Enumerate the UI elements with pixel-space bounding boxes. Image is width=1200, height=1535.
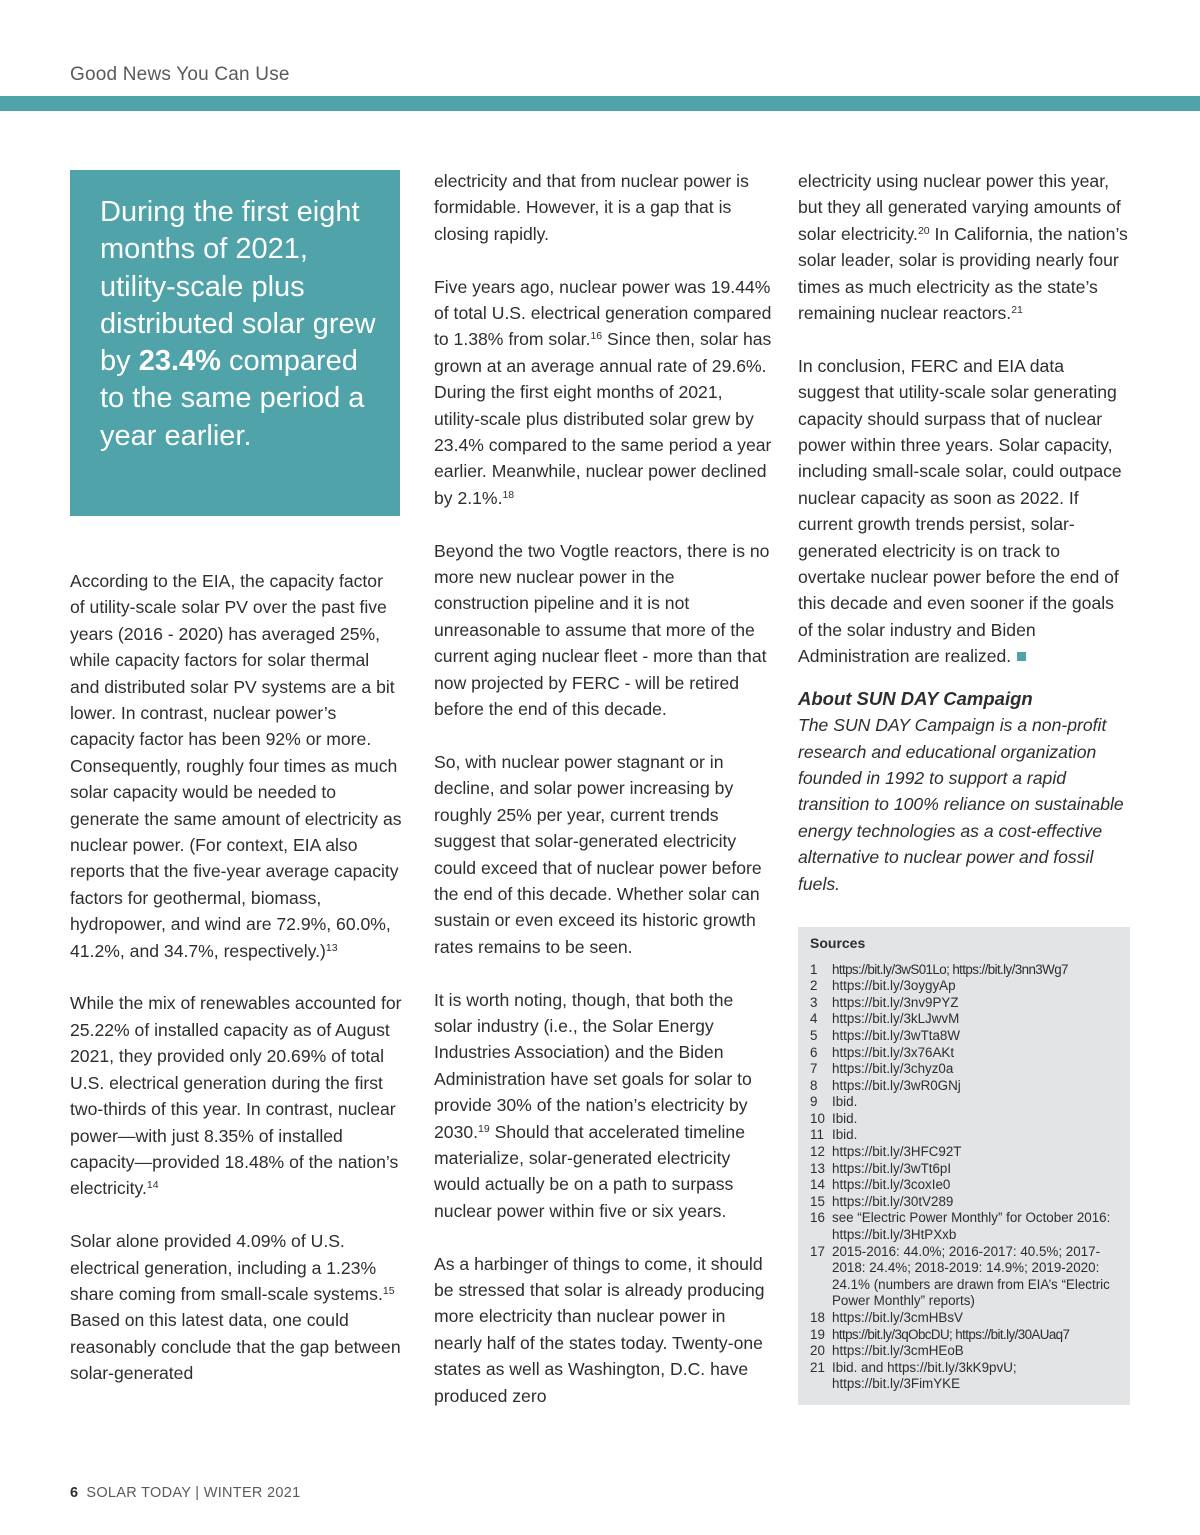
paragraph: Beyond the two Vogtle reactors, there is no more new nuclear power in the construction pipeline and it is not unreasonable to assume that more of the current aging nuclear fleet - more than that now projected by FERC - will be retired before the end of this decade.: [434, 540, 770, 720]
source-number: 18: [810, 1310, 825, 1326]
source-number: 4: [810, 1011, 818, 1027]
source-item: [810, 1111, 1118, 1128]
paragraph: While the mix of renewables accounted for 25.22% of installed capacity as of August 2021, they provided only 20.69% of total U.S. electrical generation during the first two-thirds of this year. In contrast, nuclear power—with just 8.35% of installed capacity—provided 18.48% of the nation’s electricity.$^{14}$: [70, 993, 402, 1199]
source-text: https://bit.ly/3HFC92T: [832, 1144, 962, 1160]
source-number: 16: [810, 1210, 825, 1226]
paragraph: In conclusion, FERC and EIA data suggest that utility-scale solar generating capacity should surpass that of nuclear power within three years. Solar capacity, including small-scale solar, could outpace nuclear capacity as soon as 2022. If current growth trends persist, solar-generated electricity is on track to overtake nuclear power before the end of this decade and even sooner if the goals of the solar industry and Biden Administration are realized.: [798, 355, 1122, 667]
source-number: 14: [810, 1177, 825, 1193]
source-number: 20: [810, 1343, 825, 1359]
source-item: [810, 1310, 1118, 1327]
pull-quote-text-before: During the first eight months of 2021, utility-scale plus distributed solar grew by: [100, 196, 376, 378]
footer-separator: |: [195, 1485, 200, 1501]
footnote-ref: 14: [146, 1179, 159, 1192]
footnote-ref: 13: [325, 941, 338, 954]
source-number: 8: [810, 1077, 818, 1093]
source-number: 3: [810, 994, 818, 1010]
footnote-ref: 21: [1011, 304, 1023, 317]
column-2: [434, 168, 772, 1435]
source-number: 12: [810, 1144, 825, 1160]
section-label: Good News You Can Use: [70, 64, 290, 85]
pull-quote-highlight: 23.4%: [138, 345, 221, 378]
end-mark-icon: [1017, 652, 1026, 661]
source-item: [810, 1127, 1118, 1144]
source-text: https://bit.ly/3kLJwvM: [832, 1011, 960, 1027]
source-item: [810, 1177, 1118, 1194]
source-text: Ibid.: [832, 1094, 858, 1110]
source-item: [810, 1210, 1118, 1243]
sources-list: [810, 962, 1118, 1393]
source-number: 17: [810, 1243, 825, 1259]
about-body: The SUN DAY Campaign is a non-profit research and educational organization founded in 1992 to support a rapid transition to 100% reliance on sustainable energy technologies as a cost-effective alternative to nuclear power and fossil fuels.: [798, 715, 1124, 894]
paragraph: As a harbinger of things to come, it should be stressed that solar is already producing more electricity than nuclear power in nearly half of the states today. Twenty-one states as well as Washington, D.C. have produced zero: [434, 1253, 765, 1406]
paragraph: electricity using nuclear power this year, but they all generated varying amounts of solar electricity.$^{20}$ In California, the nation’s solar leader, solar is providing nearly four times as much electricity as the state’s remaining nuclear reactors.$^{21}$: [798, 171, 1128, 324]
source-item: [810, 978, 1118, 995]
source-text: https://bit.ly/3qObcDU; https://bit.ly/30AUaq7: [832, 1326, 1070, 1342]
paragraph: Five years ago, nuclear power was 19.44% of total U.S. electrical generation compared to 1.38% from solar.$^{16}$ Since then, solar has grown at an average annual rate of 29.6%. During the first eight months of 2021, utility-scale plus distributed solar grew by 23.4% compared to the same period a year earlier. Meanwhile, nuclear power declined by 2.1%.$^{18}$: [434, 276, 772, 508]
source-number: 2: [810, 978, 818, 994]
sources-title: Sources: [810, 934, 866, 951]
source-text: https://bit.ly/3oygyAp: [832, 978, 956, 994]
paragraph: Solar alone provided 4.09% of U.S. electrical generation, including a 1.23% share coming from small-scale systems.$^{15}$ Based on this latest data, one could reasonably conclude that the gap between solar-generated: [70, 1231, 401, 1384]
source-number: 5: [810, 1027, 818, 1043]
footnote-ref: 19: [478, 1122, 490, 1135]
about-title: About SUN DAY Campaign: [798, 687, 1033, 709]
issue-label: WINTER 2021: [203, 1485, 301, 1501]
sources-box: [798, 927, 1130, 1405]
source-text: https://bit.ly/3wTta8W: [832, 1027, 960, 1043]
source-number: 19: [810, 1326, 825, 1342]
page-number: 6: [70, 1485, 79, 1501]
source-item: [810, 1194, 1118, 1211]
source-text: see “Electric Power Monthly” for October 2016: https://bit.ly/3HtPXxb: [832, 1210, 1111, 1243]
source-item: [810, 995, 1118, 1012]
source-text: https://bit.ly/3nv9PYZ: [832, 994, 959, 1010]
footnote-ref: 15: [382, 1284, 395, 1297]
source-number: 13: [810, 1160, 825, 1176]
source-text: https://bit.ly/3chyz0a: [832, 1061, 954, 1077]
source-number: 9: [810, 1094, 818, 1110]
source-item: [810, 1360, 1118, 1393]
paragraph: It is worth noting, though, that both the solar industry (i.e., the Solar Energy Industries Association) and the Biden Administration have set goals for solar to provide 30% of the nation’s electricity by 2030.19 Should that accelerated timeline materialize, solar-generated electricity would actually be on a path to surpass nuclear power within five or six years.: [434, 989, 752, 1221]
source-text: Ibid. and https://bit.ly/3kK9pvU; https://bit.ly/3FimYKE: [832, 1359, 1017, 1392]
footnote-ref: 20: [917, 224, 930, 237]
source-number: 10: [810, 1110, 825, 1126]
source-item: [810, 1327, 1118, 1344]
source-number: 6: [810, 1044, 818, 1060]
column-1: [70, 170, 402, 1413]
source-text: 2015-2016: 44.0%; 2016-2017: 40.5%; 2017-2018: 24.4%; 2018-2019: 14.9%; 2019-2020: 24.1% (numbers are drawn from EIA’s “Electric Power Monthly” reports): [832, 1243, 1110, 1309]
source-item: [810, 1161, 1118, 1178]
source-text: https://bit.ly/3wS01Lo; https://bit.ly/3nn3Wg7: [832, 961, 1068, 977]
source-text: https://bit.ly/3cmHEoB: [832, 1343, 964, 1359]
source-text: https://bit.ly/3coxIe0: [832, 1177, 951, 1193]
pull-quote: [70, 170, 400, 516]
magazine-name: SOLAR TODAY: [86, 1485, 191, 1501]
source-number: 21: [810, 1359, 825, 1375]
source-item: [810, 1028, 1118, 1045]
source-text: https://bit.ly/3wR0GNj: [832, 1077, 961, 1093]
paragraph: So, with nuclear power stagnant or in decline, and solar power increasing by roughly 25% per year, current trends suggest that solar-generated electricity could exceed that of nuclear power before the end of this decade. Whether solar can sustain or even exceed its historic growth rates remains to be seen.: [434, 751, 762, 957]
pull-quote-text-after: compared to the same period a year earlier.: [100, 345, 365, 452]
source-item: [810, 1244, 1118, 1310]
page-footer: [70, 1485, 301, 1501]
footnote-ref: 16: [590, 330, 603, 343]
source-number: 1: [810, 961, 818, 977]
paragraph: electricity and that from nuclear power is formidable. However, it is a gap that is closing rapidly.: [434, 171, 749, 244]
source-text: https://bit.ly/30tV289: [832, 1193, 954, 1209]
source-text: https://bit.ly/3cmHBsV: [832, 1310, 963, 1326]
source-item: [810, 1078, 1118, 1095]
source-text: https://bit.ly/3wTt6pI: [832, 1160, 952, 1176]
source-item: [810, 1061, 1118, 1078]
source-number: 7: [810, 1061, 818, 1077]
source-item: [810, 1343, 1118, 1360]
source-text: https://bit.ly/3x76AKt: [832, 1044, 955, 1060]
footnote-ref: 18: [502, 488, 515, 501]
source-item: [810, 1045, 1118, 1062]
source-item: [810, 962, 1118, 979]
source-item: [810, 1144, 1118, 1161]
column-3: [798, 168, 1130, 1405]
source-number: 15: [810, 1193, 825, 1209]
source-text: Ibid.: [832, 1110, 858, 1126]
source-item: [810, 1094, 1118, 1111]
source-text: Ibid.: [832, 1127, 858, 1143]
paragraph: According to the EIA, the capacity factor of utility-scale solar PV over the past five years (2016 - 2020) has averaged 25%, while capacity factors for solar thermal and distributed solar PV systems are a bit lower. In contrast, nuclear power’s capacity factor has been 92% or more. Consequently, roughly four times as much solar capacity would be needed to generate the same amount of electricity as nuclear power. (For context, EIA also reports that the five-year average capacity factors for geothermal, biomass, hydropower, and wind are 72.9%, 60.0%, 41.2%, and 34.7%, respectively.)$^{13}$: [70, 571, 402, 961]
source-number: 11: [810, 1127, 824, 1143]
source-item: [810, 1011, 1118, 1028]
header-accent-bar: [0, 96, 1200, 111]
